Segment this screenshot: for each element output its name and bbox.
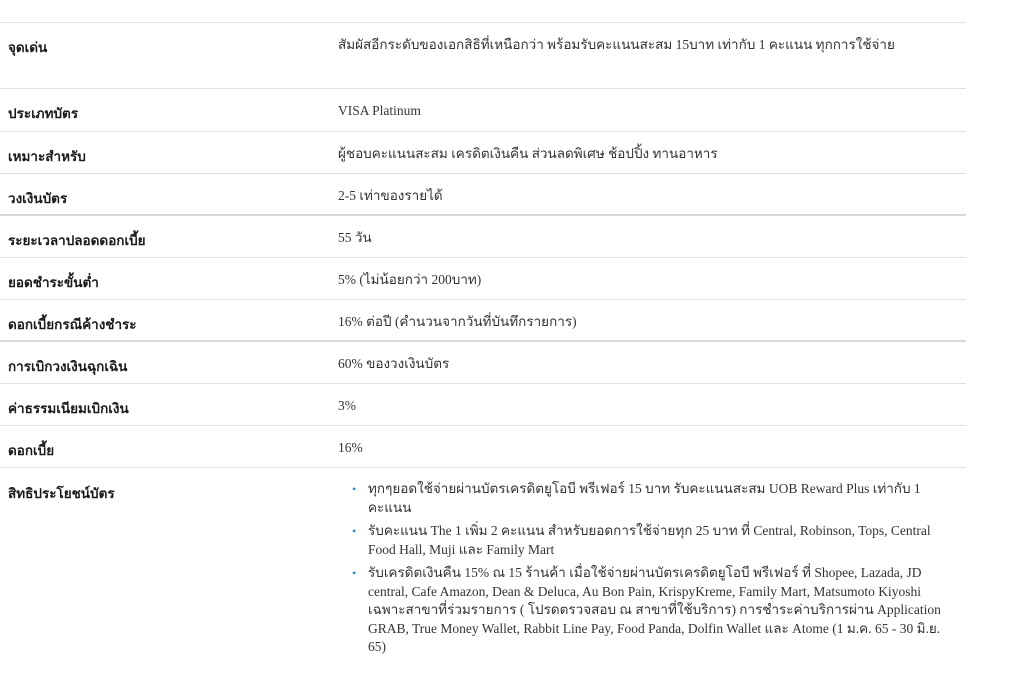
row-value: 16% [338, 440, 363, 455]
row-label: ยอดชำระขั้นต่ำ [8, 275, 99, 291]
row-value: 60% ของวงเงินบัตร [338, 356, 450, 371]
row-interest-free-period [0, 216, 966, 258]
row-value: 55 วัน [338, 230, 372, 245]
row-value: 5% (ไม่น้อยกว่า 200บาท) [338, 272, 482, 287]
row-benefits [0, 468, 966, 662]
row-label: เหมาะสำหรับ [8, 149, 86, 165]
row-label: ประเภทบัตร [8, 106, 79, 122]
row-value [330, 468, 966, 662]
bullet-icon: • [352, 482, 357, 496]
bullet-icon: • [352, 524, 357, 538]
row-card-type [0, 89, 966, 132]
row-cash-advance [0, 342, 966, 384]
benefit-text: รับคะแนน The 1 เพิ่ม 2 คะแนน สำหรับยอดการใช้จ่ายทุก 25 บาท ที่ Central, Robinson, Tops, Central Food Hall, Muji และ Family Mart [368, 523, 931, 557]
list-item [352, 522, 956, 559]
benefits-list [338, 480, 956, 657]
row-value: 16% ต่อปี (คำนวนจากวันที่บันทึกรายการ) [338, 314, 577, 329]
row-label: ค่าธรรมเนียมเบิกเงิน [8, 401, 129, 417]
row-highlight [0, 23, 966, 89]
row-value: ผู้ชอบคะแนนสะสม เครดิตเงินคืน ส่วนลดพิเศษ ช้อปปิ้ง ทานอาหาร [338, 146, 718, 161]
row-label: สิทธิประโยชน์บัตร [8, 486, 115, 502]
row-minimum-payment [0, 258, 966, 300]
row-label: ดอกเบี้ย [8, 443, 55, 459]
row-withdrawal-fee [0, 384, 966, 426]
card-spec-table [0, 22, 966, 662]
row-value: 3% [338, 398, 356, 413]
row-suitable-for [0, 132, 966, 174]
row-label: วงเงินบัตร [8, 191, 68, 207]
row-label: การเบิกวงเงินฉุกเฉิน [8, 359, 128, 375]
benefit-text: ทุกๆยอดใช้จ่ายผ่านบัตรเครดิตยูโอบี พรีเฟอร์ 15 บาท รับคะแนนสะสม UOB Reward Plus เท่ากับ 1 คะแนน [368, 481, 921, 515]
list-item [352, 480, 956, 517]
bullet-icon: • [352, 566, 357, 580]
row-credit-limit [0, 174, 966, 216]
row-interest [0, 426, 966, 468]
row-value: 2-5 เท่าของรายได้ [338, 188, 443, 203]
row-label: ระยะเวลาปลอดดอกเบี้ย [8, 233, 146, 249]
row-value: VISA Platinum [338, 103, 421, 118]
row-label: จุดเด่น [8, 40, 48, 56]
row-label: ดอกเบี้ยกรณีค้างชำระ [8, 317, 137, 333]
row-value: สัมผัสอีกระดับของเอกสิธิที่เหนือกว่า พร้อมรับคะแนนสะสม 15บาท เท่ากับ 1 คะแนน ทุกการใช้จ่าย [338, 37, 895, 52]
row-overdue-interest [0, 300, 966, 342]
benefit-text: รับเครดิตเงินคืน 15% ณ 15 ร้านค้า เมื่อใช้จ่ายผ่านบัตรเครดิตยูโอบี พรีเฟอร์ ที่ Shopee, Lazada, JD central, Cafe Amazon, Dean & Deluca, Au Bon Pain, KrispyKreme, Family Mart, Matsumoto Kiyoshi เฉพาะสาขาที่ร่วมรายการ ( โปรดตรวจสอบ ณ สาขาที่ใช้บริการ) การชำระค่าบริการผ่าน Application GRAB, True Money Wallet, Rabbit Line Pay, Food Panda, Dolfin Wallet และ Atome (1 ม.ค. 65 - 30 มิ.ย. 65) [368, 565, 941, 654]
list-item [352, 564, 956, 657]
